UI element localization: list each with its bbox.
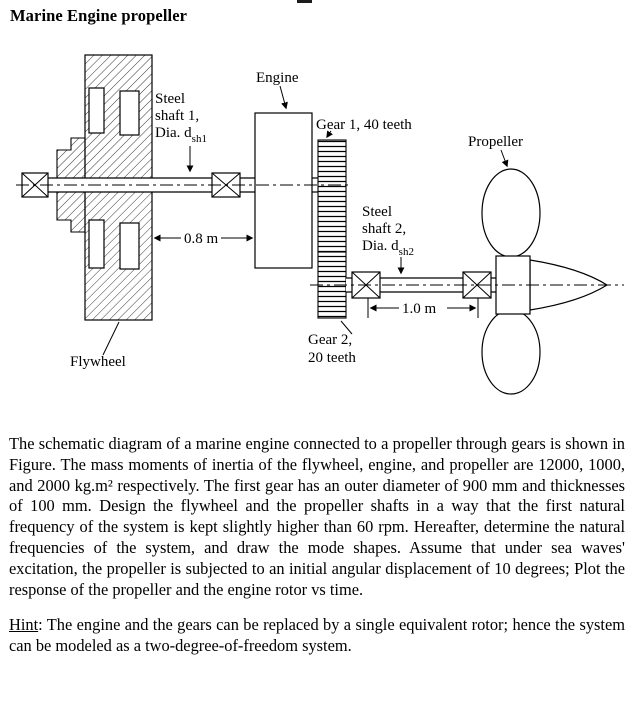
engine-leader-arrow [280,86,286,108]
gear-1 [318,140,346,252]
gear2-label [308,321,356,366]
engine-block [255,113,312,268]
flywheel-slot [120,91,139,135]
shaft1-label-line1: Steel [155,91,185,107]
gear-train [318,140,346,318]
gear2-label-line1: Gear 2, [308,332,353,348]
marine-engine-schematic [0,30,633,422]
shaft2-label-line3: Dia. $d_{sh2}$ [362,238,414,258]
propeller-blade-bottom [482,310,540,394]
propeller [482,169,607,394]
flywheel-slot [120,223,139,269]
propeller-blade-top [482,169,540,257]
shaft2-label-line2: shaft 2, [362,221,407,237]
flywheel-label [70,322,126,370]
shaft1-label [155,91,207,171]
shaft2-label [362,204,414,273]
engine-label: Engine [256,70,299,86]
gear2-label-line2: 20 teeth [308,350,356,366]
hint-text: : The engine and the gears can be replaced by a single equivalent rotor; hence the system can be modeled as a two-degree-of-freedom system. [9,615,625,656]
hint-label: Hint [9,615,39,635]
dim-0-8m-label: 0.8 m [184,231,219,247]
shaft1-label-line3: Dia. $d_{sh1}$ [155,125,207,145]
page-title: Marine Engine propeller [10,6,188,25]
flywheel-leader [103,322,119,355]
gear1-label: Gear 1, 40 teeth [316,117,412,133]
propeller-leader-arrow [501,150,507,166]
dimension-1-0m [368,298,478,318]
propeller-label: Propeller [468,134,523,150]
flywheel-slot [89,88,104,133]
page-crop-artifact [297,0,312,3]
hint-paragraph [9,615,625,657]
dim-1-0m-label: 1.0 m [402,301,437,317]
problem-statement [9,434,625,657]
shaft2-label-line1: Steel [362,204,392,220]
flywheel-label-text: Flywheel [70,354,126,370]
flywheel-slot [89,220,104,268]
shaft1-label-line2: shaft 1, [155,108,200,124]
problem-paragraph: The schematic diagram of a marine engine connected to a propeller through gears is shown in Figure. The mass moments of inertia of the flywheel, engine, and propeller are 12000, 1000, and 2000 kg.m² respectively. The first gear has an outer diameter of 900 mm and thicknesses of 100 mm. Design the flywheel and the propeller shafts in a way that the first natural frequency of the system is kept slightly higher than 60 rpm. Hereafter, determine the natural frequencies of the system, and draw the mode shapes. Assume that under sea waves' excitation, the propeller is subjected to an initial angular displacement of 10 degrees; Plot the response of the propeller and the engine rotor vs time. [9,434,625,599]
dimension-0-8m [155,231,252,247]
